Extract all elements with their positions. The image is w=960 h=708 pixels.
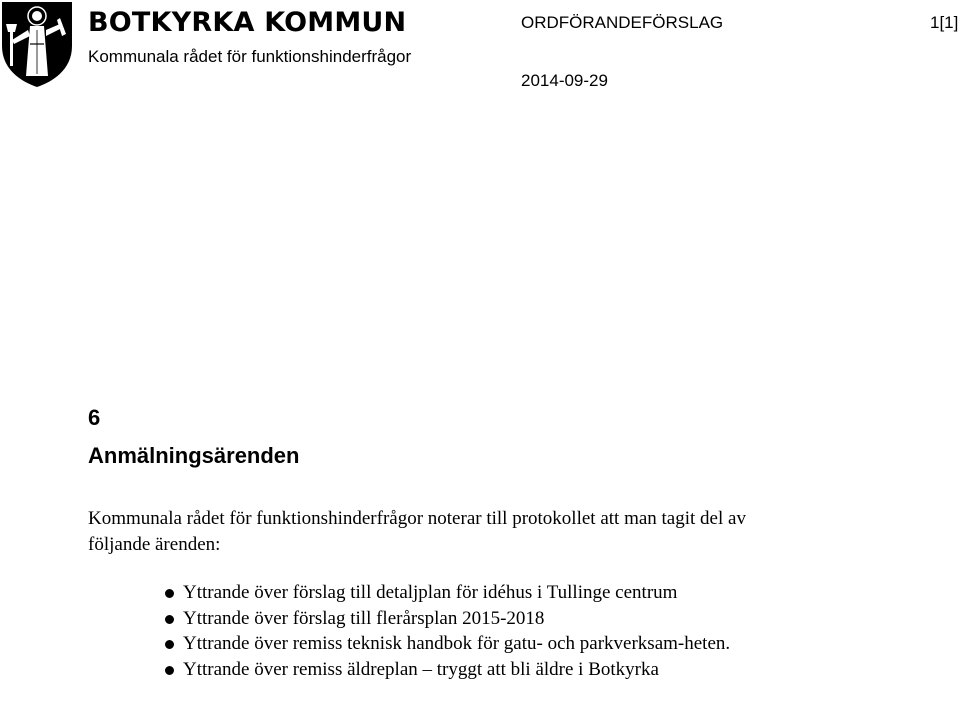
document-type: ORDFÖRANDEFÖRSLAG bbox=[521, 13, 724, 32]
municipal-coat-of-arms-logo bbox=[0, 0, 74, 88]
matters-list bbox=[165, 580, 805, 682]
organization-name: BOTKYRKA KOMMUN bbox=[88, 7, 407, 38]
document-date: 2014-09-29 bbox=[521, 71, 608, 90]
agenda-item-number: 6 bbox=[88, 405, 101, 430]
list-item: Yttrande över förslag till flerårsplan 2015-2018 bbox=[165, 606, 805, 632]
list-item: Yttrande över förslag till detaljplan för idéhus i Tullinge centrum bbox=[165, 580, 805, 606]
organization-subtitle: Kommunala rådet för funktionshinderfrågor bbox=[88, 47, 412, 66]
page-number: 1[1] bbox=[930, 13, 959, 32]
list-item: Yttrande över remiss äldreplan – tryggt att bli äldre i Botkyrka bbox=[165, 657, 805, 683]
list-item: Yttrande över remiss teknisk handbok för gatu- och parkverksam-heten. bbox=[165, 631, 805, 657]
agenda-item-title: Anmälningsärenden bbox=[88, 443, 300, 468]
agenda-item-body: Kommunala rådet för funktionshinderfrågor noterar till protokollet att man tagit del av följande ärenden: bbox=[88, 508, 746, 555]
